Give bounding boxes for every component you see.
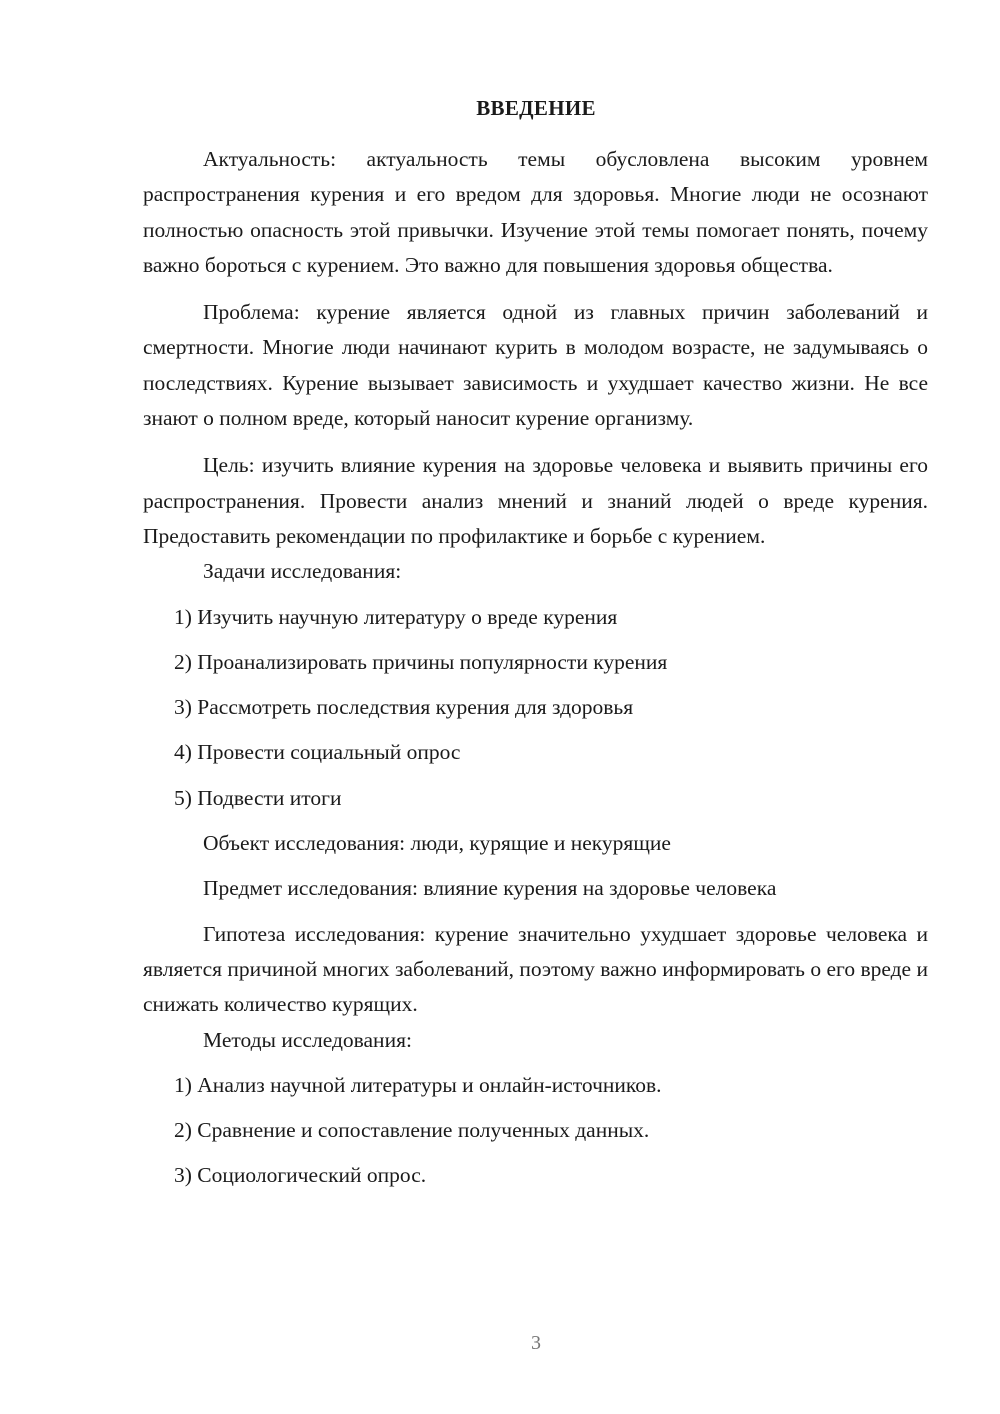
page-number: 3 [531,1332,541,1354]
hypothesis-paragraph: Гипотеза исследования: курение значительно ухудшает здоровье человека и является причиной многих заболеваний, поэтому важно информировать о его вреде и снижать количество курящих. [143,921,928,1017]
goal-paragraph: Цель: изучить влияние курения на здоровье человека и выявить причины его распространения. Провести анализ мнений и знаний людей о вреде курения. Предоставить рекомендации по профилактике и борьбе с курением. [143,453,928,548]
research-object: Объект исследования: люди, курящие и некурящие [203,831,671,856]
methods-title: Методы исследования: [203,1027,412,1052]
problem-paragraph: Проблема: курение является одной из главных причин заболеваний и смертности. Многие люди начинают курить в молодом возрасте, не задумываясь о последствиях. Курение вызывает зависимость и ухудшает качество жизни. Не все знают о полном вреде, который наносит курение организму. [143,300,928,431]
research-subject: Предмет исследования: влияние курения на здоровье человека [203,876,777,901]
task-item: 4) Провести социальный опрос [174,740,461,765]
tasks-title: Задачи исследования: [203,559,402,584]
task-item: 1) Изучить научную литературу о вреде курения [174,604,618,629]
method-item: 1) Анализ научной литературы и онлайн-источников. [174,1072,662,1097]
relevance-paragraph: Актуальность: актуальность темы обусловлена высоким уровнем распространения курения и его вредом для здоровья. Многие люди не осознают полностью опасность этой привычки. Изучение этой темы помогает понять, почему важно бороться с курением. Это важно для повышения здоровья общества. [143,147,928,277]
page-heading: ВВЕДЕНИЕ [476,96,596,120]
task-item: 3) Рассмотреть последствия курения для здоровья [174,695,634,720]
method-item: 3) Социологический опрос. [174,1163,427,1188]
method-item: 2) Сравнение и сопоставление полученных данных. [174,1118,650,1143]
task-item: 5) Подвести итоги [174,785,342,810]
task-item: 2) Проанализировать причины популярности курения [174,649,668,674]
page-content [143,142,928,1194]
